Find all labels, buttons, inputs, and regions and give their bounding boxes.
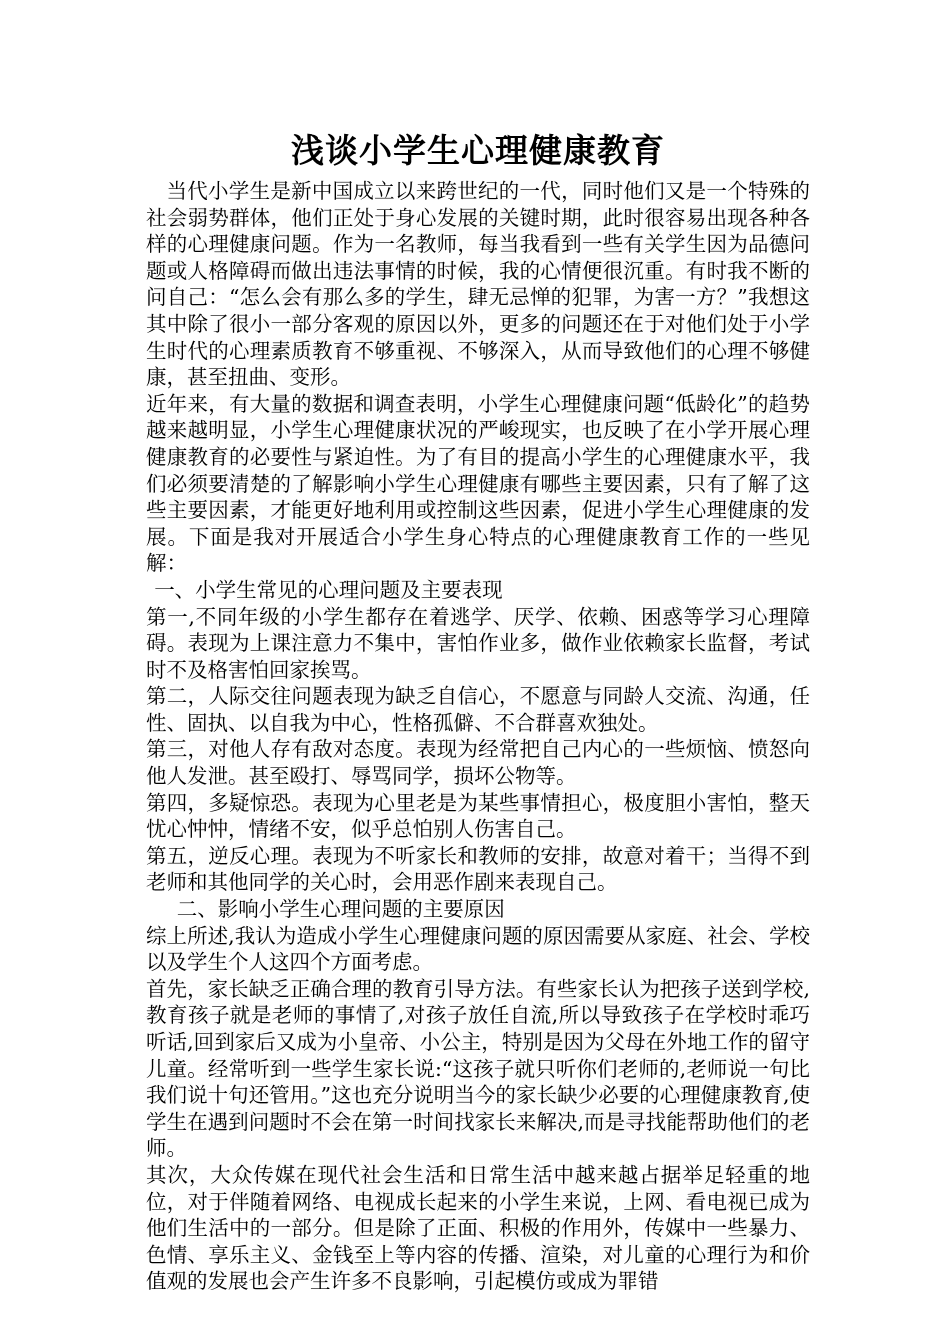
paragraph-intro: 当代小学生是新中国成立以来跨世纪的一代，同时他们又是一个特殊的社会弱势群体，他们正处于身心发展的关键时期，此时很容易出现各种各样的心理健康问题。作为一名教师，每当我看到一些有关学生因为品德问题或人格障碍而做出违法事情的时候，我的心情便很沉重。有时我不断的问自己：“怎么会有那么多的学生，肆无忌惮的犯罪，为害一方？”我想这其中除了很小一部分客观的原因以外，更多的问题还在于对他们处于小学生时代的心理素质教育不够重视、不够深入，从而导致他们的心理不够健康，甚至扭曲、变形。 bbox=[146, 179, 810, 390]
paragraph-family: 首先，家长缺乏正确合理的教育引导方法。有些家长认为把孩子送到学校,教育孩子就是老师的事情了,对孩子放任自流,所以导致孩子在学校时乖巧听话,回到家后又成为小皇帝、小公主，特别是因为父母在外地工作的留守儿童。经常听到一些学生家长说:“这孩子就只听你们老师的,老师说一句比我们说十句还管用。”这也充分说明当今的家长缺少必要的心理健康教育,使学生在遇到问题时不会在第一时间找家长来解决,而是寻找能帮助他们的老师。 bbox=[146, 976, 810, 1161]
document-title: 浅谈小学生心理健康教育 bbox=[291, 131, 665, 170]
document-page bbox=[146, 128, 810, 1295]
paragraph-media: 其次，大众传媒在现代社会生活和日常生活中越来越占据举足轻重的地位，对于伴随着网络、电视成长起来的小学生来说，上网、看电视已成为他们生活中的一部分。但是除了正面、积极的作用外，传媒中一些暴力、色情、享乐主义、金钱至上等内容的传播、渲染，对儿童的心理行为和价值观的发展也会产生许多不良影响，引起模仿或成为罪错 bbox=[146, 1162, 810, 1294]
paragraph-point-3: 第三，对他人存有敌对态度。表现为经常把自己内心的一些烦恼、愤怒向他人发泄。甚至殴打、辱骂同学，损坏公物等。 bbox=[146, 737, 810, 789]
section-heading-2: 二、影响小学生心理问题的主要原因 bbox=[176, 897, 505, 922]
paragraph-point-1: 第一,不同年级的小学生都存在着逃学、厌学、依赖、困惑等学习心理障碍。表现为上课注意力不集中，害怕作业多，做作业依赖家长监督，考试时不及格害怕回家挨骂。 bbox=[146, 604, 810, 682]
paragraph-background: 近年来，有大量的数据和调查表明，小学生心理健康问题“低龄化”的趋势越来越明显，小学生心理健康状况的严峻现实，也反映了在小学开展心理健康教育的必要性与紧迫性。为了有目的提高小学生的心理健康水平，我们必须要清楚的了解影响小学生心理健康有哪些主要因素，只有了解了这些主要因素，才能更好地利用或控制这些因素，促进小学生心理健康的发展。下面是我对开展适合小学生身心特点的心理健康教育工作的一些见解： bbox=[146, 391, 810, 576]
paragraph-point-5: 第五，逆反心理。表现为不听家长和教师的安排，故意对着干；当得不到老师和其他同学的关心时，会用恶作剧来表现自己。 bbox=[146, 843, 810, 895]
section-heading-1: 一、小学生常见的心理问题及主要表现 bbox=[154, 577, 503, 602]
paragraph-point-4: 第四，多疑惊恐。表现为心里老是为某些事情担心，极度胆小害怕，整天忧心忡忡，情绪不安，似乎总怕别人伤害自己。 bbox=[146, 790, 810, 842]
paragraph-point-2: 第二，人际交往问题表现为缺乏自信心，不愿意与同龄人交流、沟通，任性、固执、以自我为中心，性格孤僻、不合群喜欢独处。 bbox=[146, 684, 810, 735]
paragraph-summary: 综上所述,我认为造成小学生心理健康问题的原因需要从家庭、社会、学校以及学生个人这四个方面考虑。 bbox=[146, 923, 810, 975]
